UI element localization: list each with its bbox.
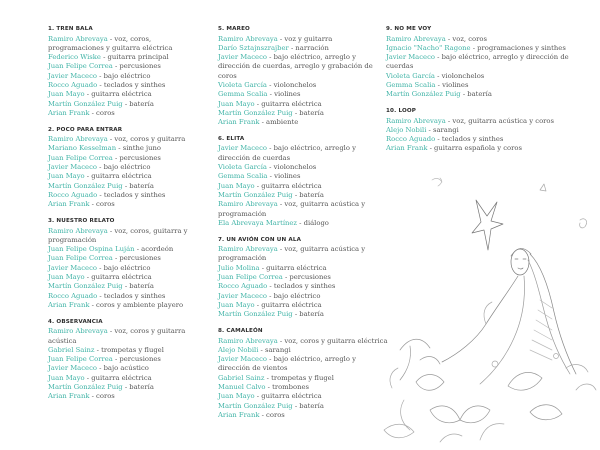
- credit-line: [218, 163, 388, 172]
- musician-role: - bajo eléctrico: [96, 263, 151, 272]
- musician-name: Juan Mayo: [48, 373, 85, 382]
- credit-line: [218, 392, 388, 401]
- musician-name: Rocco Aguado: [48, 190, 98, 199]
- track-title: 5. MAREO: [218, 26, 250, 32]
- musician-name: Julio Molina: [218, 263, 260, 272]
- musician-role: - acordeón: [134, 245, 174, 254]
- credit-line: [48, 72, 208, 81]
- musician-name: Alejo Nobili: [218, 345, 259, 354]
- credit-line: [386, 35, 576, 44]
- credit-line: [218, 374, 388, 383]
- musician-role: - programaciones y sinthes: [470, 43, 566, 52]
- credit-line: [218, 191, 388, 200]
- musician-name: Juan Felipe Correa: [218, 273, 283, 282]
- musician-name: Ramiro Abrevaya: [48, 34, 108, 43]
- credit-line: [218, 411, 388, 420]
- musician-role: - voz, coros y guitarra: [107, 135, 186, 144]
- musician-name: Martín González Puig: [48, 99, 123, 108]
- musician-name: Arian Frank: [218, 118, 260, 127]
- musician-name: Javier Maceco: [48, 163, 97, 172]
- musician-name: Juan Mayo: [48, 90, 85, 99]
- musician-role: - batería: [122, 282, 154, 291]
- musician-name: Gabriel Sainz: [48, 345, 95, 354]
- musician-name: Martín González Puig: [218, 108, 293, 117]
- musician-name: Juan Felipe Correa: [48, 254, 113, 263]
- musician-name: Arian Frank: [48, 392, 90, 401]
- credit-line: [218, 118, 388, 127]
- musician-name: Ramiro Abrevaya: [48, 135, 108, 144]
- musician-role: - batería: [292, 401, 324, 410]
- musician-role: - voz, guitarra acústica y programación: [218, 245, 366, 263]
- credit-line: [218, 402, 388, 411]
- musician-name: Ela Abrevaya Martínez: [218, 218, 297, 227]
- track-credits: [48, 319, 208, 402]
- musician-name: Javier Maceco: [48, 364, 97, 373]
- track-title: 9. NO ME VOY: [386, 26, 432, 32]
- credit-line: [48, 135, 208, 144]
- musician-role: - bajo eléctrico: [96, 163, 151, 172]
- credit-line: [386, 81, 576, 90]
- musician-role: - batería: [122, 181, 154, 190]
- credit-line: [48, 301, 208, 310]
- musician-name: Javier Maceco: [218, 355, 267, 364]
- credit-line: [218, 144, 388, 163]
- credit-line: [386, 44, 576, 53]
- musician-role: - voz, coros: [445, 34, 487, 43]
- musician-name: Juan Mayo: [48, 273, 85, 282]
- musician-name: Gemma Scalia: [218, 172, 268, 181]
- musician-name: Rocco Aguado: [48, 80, 98, 89]
- musician-role: - voz, guitarra acústica y programación: [218, 200, 366, 218]
- musician-role: - ambiente: [259, 118, 299, 127]
- credit-line: [48, 374, 208, 383]
- track-credits: [48, 127, 208, 210]
- track-title: 1. TREN BALA: [48, 26, 93, 32]
- credit-line: [218, 301, 388, 310]
- musician-name: Juan Felipe Correa: [48, 153, 113, 162]
- credit-line: [48, 100, 208, 109]
- musician-name: Arian Frank: [386, 144, 428, 153]
- musician-name: Violeta García: [218, 80, 267, 89]
- musician-role: - guitarra eléctrica: [259, 263, 327, 272]
- credit-line: [218, 245, 388, 264]
- credit-line: [48, 109, 208, 118]
- credit-line: [48, 172, 208, 181]
- track-credits: [386, 26, 576, 100]
- track-title: 4. OBSERVANCIA: [48, 318, 103, 325]
- credit-line: [386, 90, 576, 99]
- musician-role: - bajo eléctrico: [96, 71, 151, 80]
- musician-name: Ignacio "Nacho" Ragone: [386, 43, 471, 52]
- musician-name: Gabriel Sainz: [218, 373, 265, 382]
- musician-role: - voz, coros y guitarra acústica: [48, 327, 186, 345]
- credit-line: [386, 135, 576, 144]
- credit-line: [48, 355, 208, 364]
- musician-name: Martín González Puig: [48, 383, 123, 391]
- credit-line: [218, 383, 388, 392]
- credit-line: [218, 100, 388, 109]
- musician-name: Ramiro Abrevaya: [48, 226, 108, 235]
- musician-name: Violeta García: [386, 71, 435, 80]
- musician-role: - coros: [89, 392, 115, 401]
- musician-name: Martín González Puig: [218, 401, 293, 410]
- credit-line: [218, 219, 388, 228]
- credit-line: [48, 227, 208, 246]
- musician-role: - percusiones: [112, 153, 161, 162]
- musician-role: - percusiones: [112, 254, 161, 263]
- musician-role: - trompetas y flugel: [94, 345, 164, 354]
- musician-role: - batería: [460, 90, 492, 99]
- musician-role: - bajo eléctrico, arreglo y dirección de cuerdas: [386, 53, 569, 71]
- musician-role: - guitarra eléctrica: [84, 90, 152, 99]
- musician-role: - violonchelos: [266, 163, 317, 172]
- musician-role: - guitarra eléctrica: [254, 181, 322, 190]
- musician-role: - trombones: [265, 383, 309, 391]
- credit-line: [218, 346, 388, 355]
- musician-name: Juan Mayo: [218, 99, 255, 108]
- track-credits: [218, 328, 388, 420]
- credit-line: [218, 264, 388, 273]
- credit-line: [218, 200, 388, 219]
- musician-name: Arian Frank: [48, 200, 90, 209]
- musician-role: - teclados y sinthes: [97, 80, 166, 89]
- track-credits: [48, 218, 208, 310]
- musician-name: Arian Frank: [218, 410, 260, 419]
- track-title: 8. CAMALEÓN: [218, 328, 263, 335]
- musician-role: - coros: [259, 410, 285, 419]
- credit-line: [48, 62, 208, 71]
- credit-line: [48, 144, 208, 153]
- credit-line: [218, 182, 388, 191]
- credit-line: [386, 72, 576, 81]
- track-title: 7. UN AVIÓN CON UN ALA: [218, 236, 302, 243]
- musician-name: Rocco Aguado: [218, 282, 268, 291]
- musician-role: - teclados y sinthes: [97, 190, 166, 199]
- track-title: 10. LOOP: [386, 108, 417, 115]
- musician-role: - batería: [292, 190, 324, 199]
- credit-line: [48, 364, 208, 373]
- musician-name: Federico Wiske: [48, 53, 101, 62]
- musician-name: Gemma Scalia: [386, 80, 436, 89]
- musician-role: - percusiones: [112, 62, 161, 71]
- musician-name: Ramiro Abrevaya: [386, 34, 446, 43]
- credit-line: [48, 254, 208, 263]
- musician-name: Javier Maceco: [48, 71, 97, 80]
- musician-role: - violonchelos: [266, 80, 317, 89]
- credit-line: [218, 337, 388, 346]
- musician-name: Ramiro Abrevaya: [218, 245, 278, 254]
- musician-role: - guitarra eléctrica: [84, 373, 152, 382]
- musician-name: Juan Felipe Ospina Luján: [48, 245, 135, 254]
- musician-role: - sarangi: [258, 345, 291, 354]
- credit-line: [48, 383, 208, 392]
- musician-role: - guitarra eléctrica: [254, 99, 322, 108]
- credit-line: [218, 282, 388, 291]
- credit-line: [48, 154, 208, 163]
- musician-role: - violines: [435, 80, 469, 89]
- musician-name: Arian Frank: [48, 300, 90, 309]
- musician-name: Martín González Puig: [218, 310, 293, 319]
- credit-line: [218, 273, 388, 282]
- credit-line: [48, 273, 208, 282]
- musician-role: - voz, coros, guitarra y programación: [48, 226, 188, 244]
- musician-role: - percusiones: [282, 273, 331, 282]
- musician-name: Juan Mayo: [48, 172, 85, 181]
- musician-name: Violeta García: [218, 163, 267, 172]
- musician-name: Rocco Aguado: [48, 291, 98, 300]
- credit-line: [48, 191, 208, 200]
- credits-column-3: [386, 26, 576, 162]
- credit-line: [48, 163, 208, 172]
- credit-line: [218, 292, 388, 301]
- musician-role: - voz, coros, programaciones y guitarra eléctrica: [48, 34, 173, 52]
- musician-role: - batería: [122, 383, 154, 391]
- credit-line: [48, 292, 208, 301]
- musician-name: Arian Frank: [48, 108, 90, 117]
- musician-name: Martín González Puig: [48, 282, 123, 291]
- musician-name: Manuel Calvo: [218, 383, 266, 391]
- musician-name: Darío Sztajnszrajber: [218, 43, 289, 52]
- musician-role: - teclados y sinthes: [267, 282, 336, 291]
- musician-name: Ramiro Abrevaya: [218, 34, 278, 43]
- musician-name: Juan Felipe Correa: [48, 355, 113, 364]
- credit-line: [218, 310, 388, 319]
- musician-role: - guitarra eléctrica: [254, 300, 322, 309]
- track-credits: [386, 108, 576, 154]
- track-title: 2. POCO PARA ENTRAR: [48, 126, 123, 133]
- credit-line: [218, 35, 388, 44]
- musician-role: - violonchelos: [434, 71, 485, 80]
- musician-role: - violines: [267, 90, 301, 99]
- track-credits: [218, 136, 388, 228]
- musician-name: Juan Mayo: [218, 392, 255, 401]
- musician-name: Ramiro Abrevaya: [218, 336, 278, 345]
- musician-role: - narración: [288, 43, 329, 52]
- musician-name: Javier Maceco: [218, 291, 267, 300]
- musician-name: Ramiro Abrevaya: [386, 116, 446, 125]
- track-credits: [218, 237, 388, 320]
- musician-role: - voz, guitarra acústica y coros: [445, 116, 554, 125]
- musician-role: - coros y ambiente playero: [89, 300, 184, 309]
- musician-name: Gemma Scalia: [218, 90, 268, 99]
- credits-column-1: [48, 26, 208, 410]
- musician-role: - coros: [89, 200, 115, 209]
- credit-line: [48, 35, 208, 54]
- musician-role: - voz y guitarra: [277, 34, 333, 43]
- musician-name: Rocco Aguado: [386, 135, 436, 144]
- credit-line: [48, 81, 208, 90]
- credit-line: [386, 126, 576, 135]
- credit-line: [218, 81, 388, 90]
- credit-line: [386, 53, 576, 72]
- musician-name: Martín González Puig: [48, 181, 123, 190]
- credit-line: [218, 355, 388, 374]
- credit-line: [48, 245, 208, 254]
- musician-role: - percusiones: [112, 355, 161, 364]
- musician-role: - voz, coros y guitarra eléctrica: [277, 336, 388, 345]
- credit-line: [48, 282, 208, 291]
- credit-line: [48, 200, 208, 209]
- track-title: 6. ELITA: [218, 135, 245, 142]
- musician-role: - sinthe juno: [116, 144, 161, 153]
- credit-line: [386, 117, 576, 126]
- musician-name: Juan Mayo: [218, 181, 255, 190]
- credit-line: [218, 90, 388, 99]
- musician-role: - batería: [292, 108, 324, 117]
- musician-name: Martín González Puig: [386, 90, 461, 99]
- musician-name: Javier Maceco: [218, 53, 267, 62]
- credits-column-2: [218, 26, 388, 429]
- musician-role: - bajo acústico: [96, 364, 149, 373]
- musician-name: Ramiro Abrevaya: [48, 327, 108, 336]
- musician-role: - guitarra española y coros: [427, 144, 522, 153]
- musician-role: - sarangi: [426, 125, 459, 134]
- musician-role: - diálogo: [296, 218, 329, 227]
- musician-name: Ramiro Abrevaya: [218, 200, 278, 209]
- musician-name: Juan Mayo: [218, 300, 255, 309]
- musician-name: Javier Maceco: [218, 144, 267, 153]
- musician-role: - guitarra eléctrica: [84, 172, 152, 181]
- credit-line: [48, 392, 208, 401]
- musician-name: Javier Maceco: [386, 53, 435, 62]
- musician-role: - bajo eléctrico: [266, 291, 321, 300]
- musician-role: - guitarra eléctrica: [254, 392, 322, 401]
- musician-role: - bajo eléctrico, arreglo y dirección de cuerdas, arreglo y grabación de coros: [218, 53, 373, 80]
- musician-role: - violines: [267, 172, 301, 181]
- credit-line: [48, 264, 208, 273]
- credit-line: [48, 346, 208, 355]
- musician-name: Juan Felipe Correa: [48, 62, 113, 71]
- musician-role: - batería: [292, 310, 324, 319]
- credit-line: [218, 172, 388, 181]
- musician-name: Javier Maceco: [48, 263, 97, 272]
- musician-role: - teclados y sinthes: [97, 291, 166, 300]
- credit-line: [48, 90, 208, 99]
- credit-line: [218, 109, 388, 118]
- musician-role: - trompetas y flugel: [264, 373, 334, 382]
- track-credits: [48, 26, 208, 118]
- pencil-sketch-illustration: [380, 150, 600, 450]
- musician-role: - teclados y sinthes: [435, 135, 504, 144]
- track-title: 3. NUESTRO RELATO: [48, 218, 115, 225]
- credit-line: [48, 182, 208, 191]
- musician-role: - bajo eléctrico, arreglo y dirección de cuerdas: [218, 144, 356, 162]
- credit-line: [218, 44, 388, 53]
- credit-line: [48, 53, 208, 62]
- credit-line: [48, 327, 208, 346]
- musician-name: Martín González Puig: [218, 190, 293, 199]
- musician-role: - guitarra eléctrica: [84, 273, 152, 282]
- musician-role: - coros: [89, 108, 115, 117]
- track-credits: [218, 26, 388, 127]
- musician-role: - bajo eléctrico, arreglo y dirección de vientos: [218, 355, 356, 373]
- musician-name: Mariano Kesselman: [48, 144, 117, 153]
- musician-name: Alejo Nobili: [386, 125, 427, 134]
- musician-role: - batería: [122, 99, 154, 108]
- credit-line: [218, 53, 388, 81]
- musician-role: - guitarra principal: [100, 53, 169, 62]
